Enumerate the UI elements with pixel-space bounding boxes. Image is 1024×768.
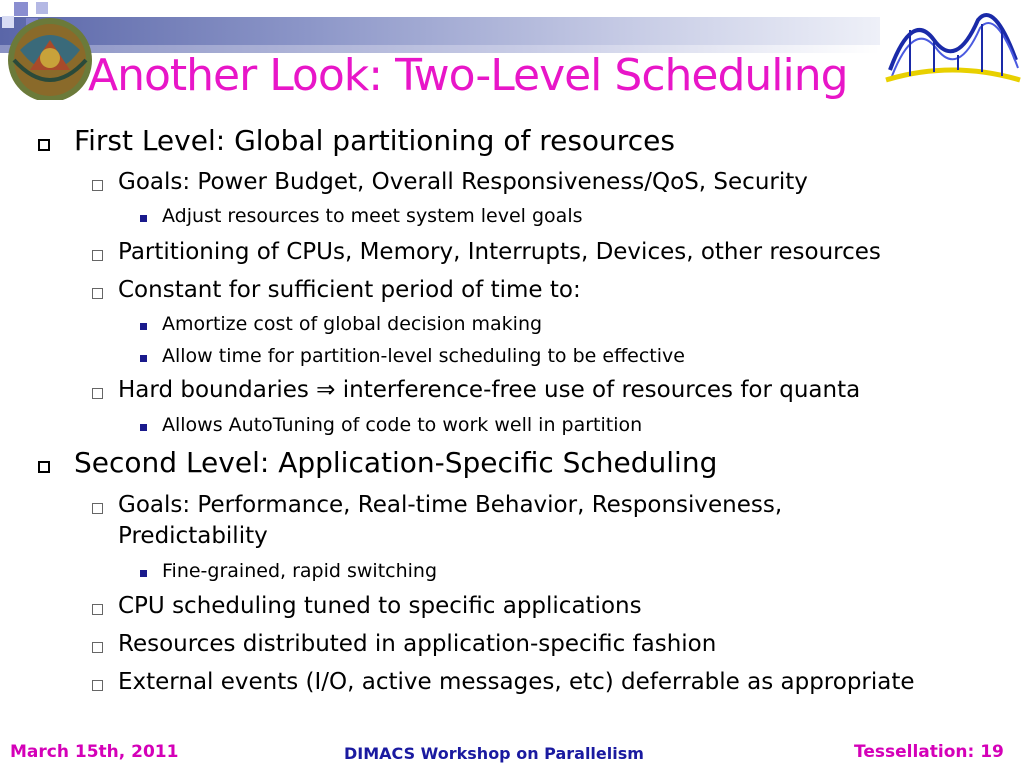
bullet-level3 <box>140 323 147 330</box>
bullet-level2 <box>92 180 103 191</box>
bullet-level2 <box>92 250 103 261</box>
bullet-text-level2-continuation: Predictability <box>118 523 268 549</box>
bullet-level1 <box>38 139 50 151</box>
bullet-level2 <box>92 680 103 691</box>
bullet-level3 <box>140 215 147 222</box>
bullet-level1 <box>38 461 50 473</box>
bullet-text-level3: Adjust resources to meet system level goals <box>162 205 583 227</box>
bullet-text-level2: External events (I/O, active messages, etc) deferrable as appropriate <box>118 669 915 695</box>
bullet-text-level2: Partitioning of CPUs, Memory, Interrupts, Devices, other resources <box>118 239 881 265</box>
bullet-level2 <box>92 503 103 514</box>
bullet-level2 <box>92 642 103 653</box>
bullet-level3 <box>140 424 147 431</box>
bullet-text-level3: Allow time for partition-level scheduling to be effective <box>162 345 685 367</box>
bullet-text-level2 <box>118 377 860 403</box>
slide-title: Another Look: Two-Level Scheduling <box>88 50 848 101</box>
bullet-level3 <box>140 355 147 362</box>
bullet-text-level3: Allows AutoTuning of code to work well in partition <box>162 414 643 436</box>
footer-event: DIMACS Workshop on Parallelism <box>344 744 644 763</box>
bullet-level2 <box>92 604 103 615</box>
bullet-text-level2: Goals: Performance, Real-time Behavior, Responsiveness, <box>118 492 783 518</box>
footer-slide-number: Tessellation: 19 <box>854 742 1004 762</box>
bullet-text-level2: CPU scheduling tuned to specific applications <box>118 593 642 619</box>
implies-arrow-icon: ⇒ <box>316 377 336 403</box>
hard-boundaries-text: Hard boundaries <box>118 377 309 403</box>
footer-date: March 15th, 2011 <box>10 742 179 762</box>
bullet-text-level2: Constant for sufficient period of time to: <box>118 277 581 303</box>
bullet-text-level3: Fine-grained, rapid switching <box>162 560 438 582</box>
bullet-level2 <box>92 288 103 299</box>
bullet-level3 <box>140 570 147 577</box>
bullet-text-level2: Resources distributed in application-specific fashion <box>118 631 717 657</box>
bullet-level2 <box>92 388 103 399</box>
bullet-text-level1: Second Level: Application-Specific Scheduling <box>74 446 718 479</box>
interference-free-text: interference-free use of resources for quanta <box>342 377 861 403</box>
bullet-text-level1: First Level: Global partitioning of resources <box>74 124 675 157</box>
bullet-text-level2: Goals: Power Budget, Overall Responsiveness/QoS, Security <box>118 169 808 195</box>
bullet-text-level3: Amortize cost of global decision making <box>162 313 543 335</box>
